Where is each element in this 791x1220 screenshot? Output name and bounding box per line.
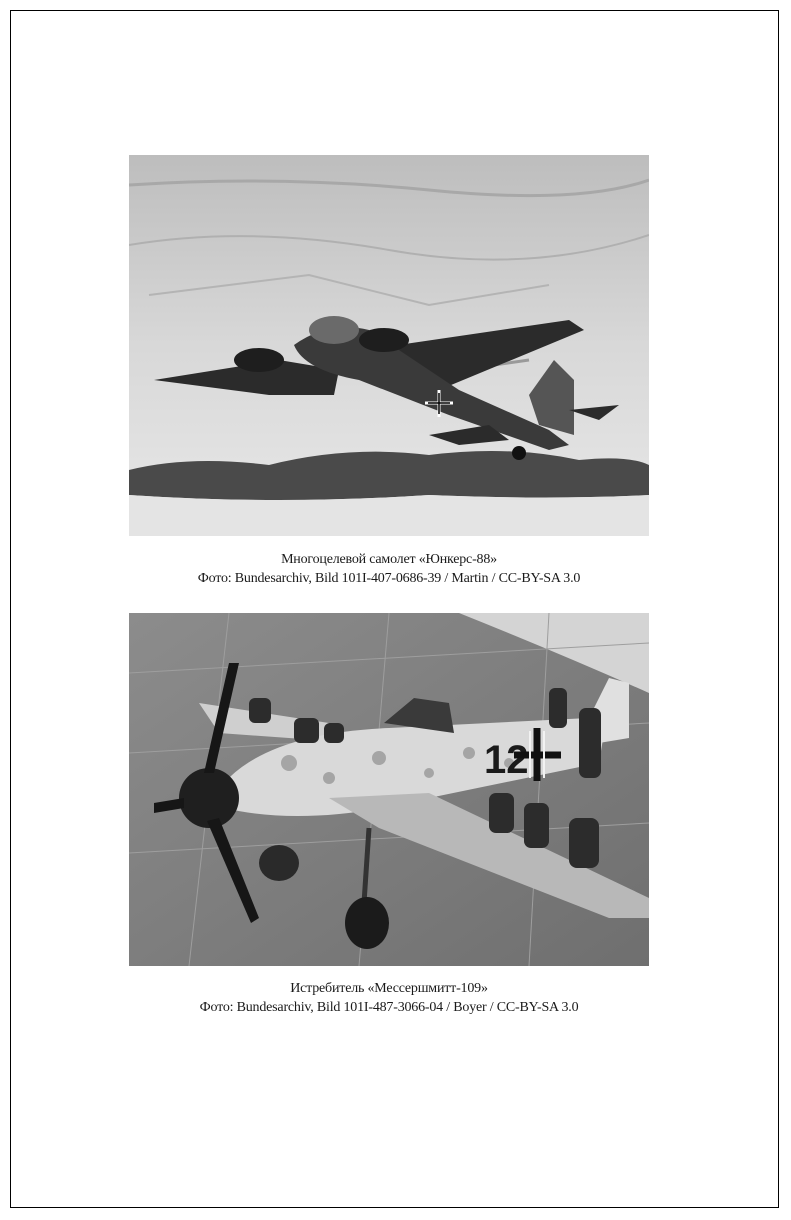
figure-1-caption (129, 550, 649, 588)
junkers-88-image (129, 155, 649, 536)
figure-1-title: Многоцелевой самолет «Юнкерс-88» (281, 552, 497, 567)
figure-2-credit: Фото: Bundesarchiv, Bild 101I-487-3066-04 / Boyer / CC-BY-SA 3.0 (199, 1000, 579, 1015)
figure-2-caption (129, 979, 649, 1017)
messerschmitt-109-image (129, 613, 649, 966)
figure-2-title: Истребитель «Мессершмитт-109» (290, 981, 488, 996)
messerschmitt-109-photo (129, 613, 649, 966)
aircraft-number: 12 (484, 738, 529, 782)
figure-1-credit: Фото: Bundesarchiv, Bild 101I-407-0686-39 / Martin / CC-BY-SA 3.0 (197, 571, 581, 586)
junkers-88-photo (129, 155, 649, 536)
